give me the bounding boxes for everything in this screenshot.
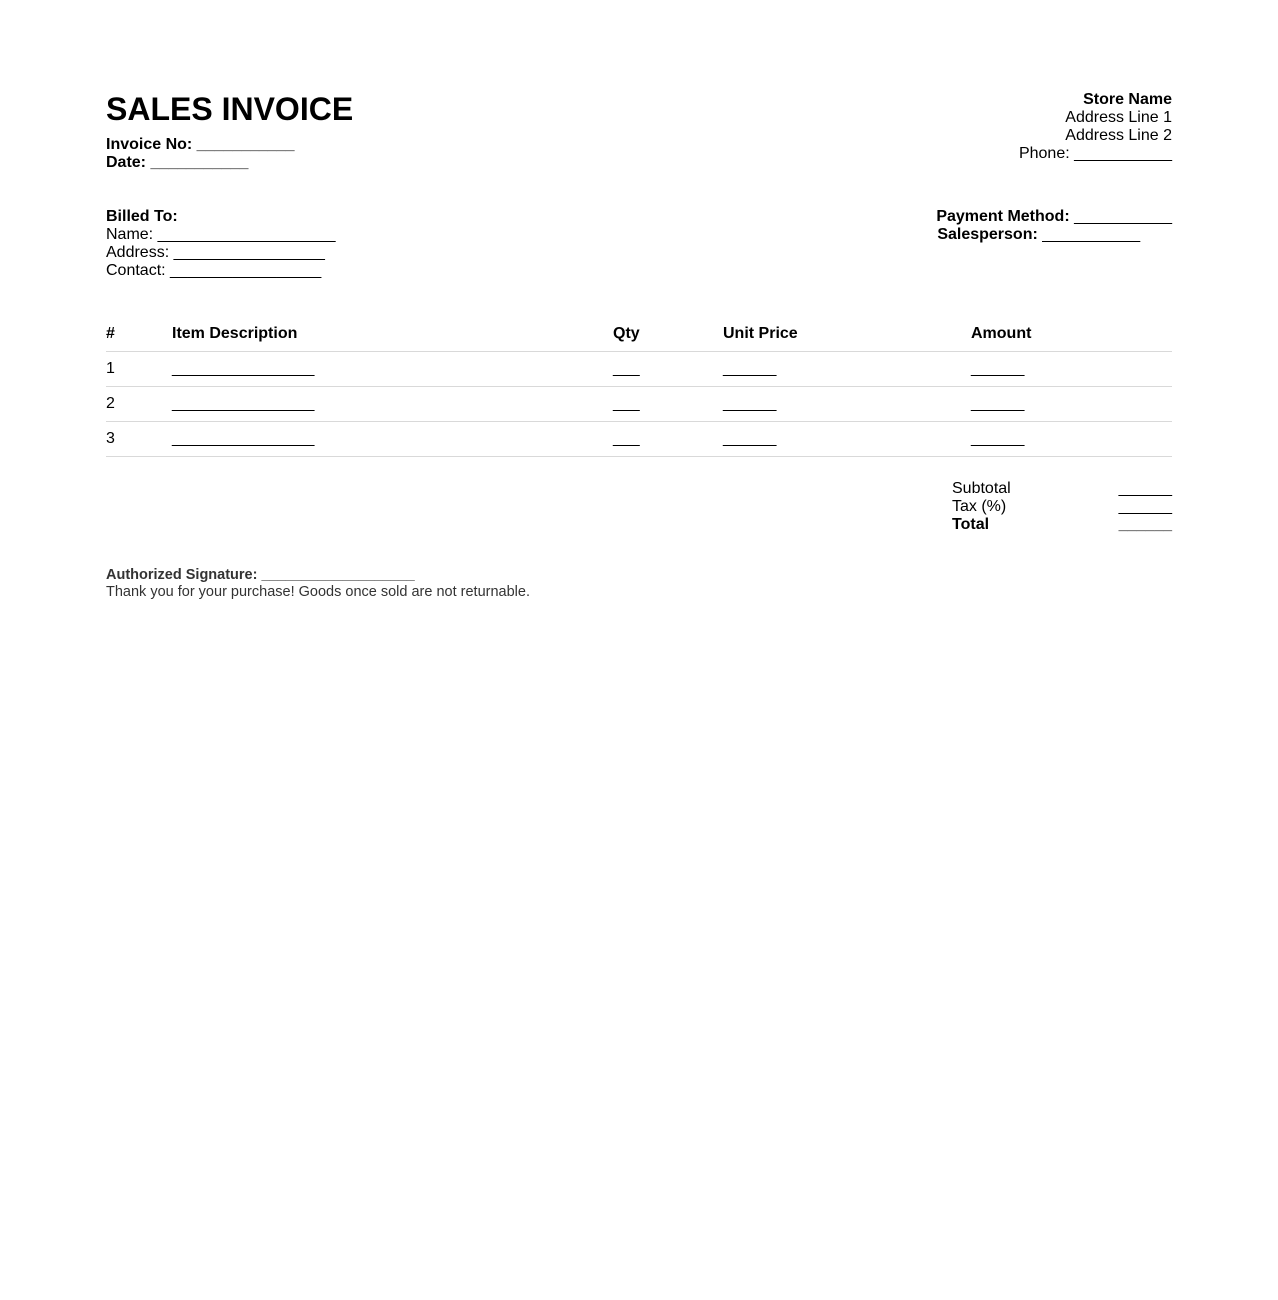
table-row: [106, 422, 1172, 457]
row-qty: ___: [613, 387, 723, 422]
row-description: ________________: [172, 387, 613, 422]
total-label: Total: [952, 516, 990, 533]
tax-value: ______: [1118, 498, 1172, 515]
payment-method-row: [936, 208, 1172, 226]
items-table-header-row: [106, 316, 1172, 352]
header-description: Item Description: [172, 316, 613, 352]
table-row: [106, 387, 1172, 422]
total-row: [952, 516, 1172, 534]
row-qty: ___: [613, 352, 723, 387]
subtotal-label: Subtotal: [952, 480, 1011, 497]
signature-label: Authorized Signature:: [106, 567, 258, 583]
table-row: [106, 352, 1172, 387]
billed-to-address: Address: _________________: [106, 244, 325, 261]
payment-section: [936, 208, 1172, 244]
row-unit-price: ______: [723, 352, 971, 387]
row-unit-price: ______: [723, 387, 971, 422]
header-amount: Amount: [971, 316, 1172, 352]
invoice-title: SALES INVOICE: [106, 91, 354, 127]
tax-row: [952, 498, 1172, 516]
row-description: ________________: [172, 422, 613, 457]
row-amount: ______: [971, 352, 1172, 387]
footer-note: Thank you for your purchase! Goods once sold are not returnable.: [106, 584, 530, 600]
header-qty: Qty: [613, 316, 723, 352]
row-num: 3: [106, 422, 172, 457]
subtotal-row: [952, 480, 1172, 498]
footer: [106, 567, 530, 601]
salesperson-row: [936, 226, 1172, 244]
row-num: 1: [106, 352, 172, 387]
payment-method-blank: ___________: [1074, 208, 1172, 225]
row-description: ________________: [172, 352, 613, 387]
store-info: [1019, 91, 1172, 163]
row-qty: ___: [613, 422, 723, 457]
row-amount: ______: [971, 422, 1172, 457]
billed-to-name: Name: ____________________: [106, 226, 336, 243]
salesperson-blank: ___________: [1042, 226, 1141, 243]
totals-section: [952, 480, 1172, 534]
total-value: ______: [1118, 516, 1172, 533]
store-phone: Phone: ___________: [1018, 145, 1172, 162]
row-amount: ______: [971, 387, 1172, 422]
store-name: Store Name: [1083, 91, 1172, 108]
signature-blank: ___________________: [261, 567, 415, 583]
payment-method-label: Payment Method:: [936, 208, 1070, 225]
row-unit-price: ______: [723, 422, 971, 457]
billed-to-contact: Contact: _________________: [106, 262, 322, 279]
billed-to-heading: Billed To:: [106, 208, 178, 225]
header-unit-price: Unit Price: [723, 316, 971, 352]
tax-label: Tax (%): [952, 498, 1007, 515]
store-address-line-1: Address Line 1: [1065, 109, 1172, 126]
subtotal-value: ______: [1118, 480, 1172, 497]
store-address-line-2: Address Line 2: [1065, 127, 1172, 144]
salesperson-label: Salesperson:: [937, 226, 1038, 243]
invoice-number-field: Invoice No: ___________: [106, 136, 295, 153]
items-table: [106, 316, 1172, 457]
billed-to-section: [106, 208, 336, 280]
invoice-date-field: Date: ___________: [106, 154, 249, 171]
authorized-signature: [106, 567, 530, 584]
row-num: 2: [106, 387, 172, 422]
header-num: #: [106, 316, 172, 352]
